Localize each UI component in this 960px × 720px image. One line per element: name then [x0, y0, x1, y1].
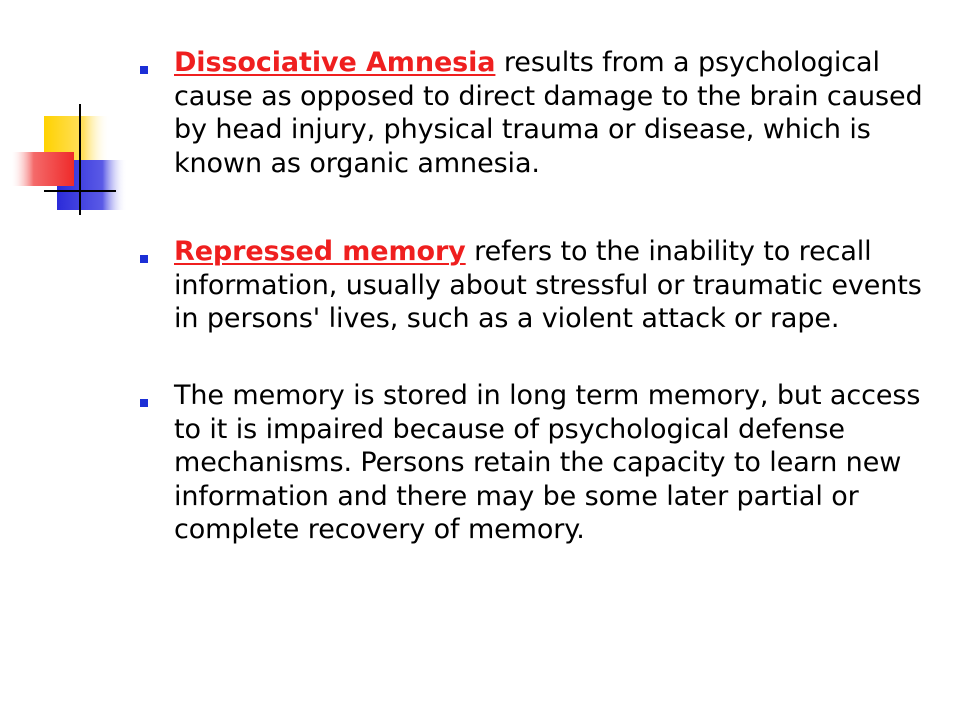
bullet-item-dissociative-amnesia — [140, 46, 930, 180]
bullet-text — [174, 235, 930, 336]
bullet-item-memory-storage — [140, 379, 930, 547]
bullet-body: results from a psychological cause as opposed to direct damage to the brain caused by head injury, physical trauma or disease, which is known as organic amnesia. — [174, 47, 923, 179]
bullet-marker — [140, 399, 148, 407]
deco-red-square — [12, 152, 74, 186]
bullet-text — [174, 379, 930, 547]
bullet-body: refers to the inability to recall information, usually about stressful or traumatic events in persons' lives, such as a violent attack or rape. — [174, 236, 922, 334]
term-link[interactable]: Dissociative Amnesia — [174, 47, 496, 78]
bullet-marker — [140, 255, 148, 263]
term-link[interactable]: Repressed memory — [174, 236, 466, 267]
bullet-marker — [140, 66, 148, 74]
bullet-item-repressed-memory — [140, 235, 930, 336]
bullet-text — [174, 46, 930, 180]
decorative-squares-graphic — [0, 0, 140, 230]
bullet-body: The memory is stored in long term memory, but access to it is impaired because of psychological defense mechanisms. Persons retain the capacity to learn new information and there may be some later partial or complete recovery of memory. — [174, 380, 921, 545]
